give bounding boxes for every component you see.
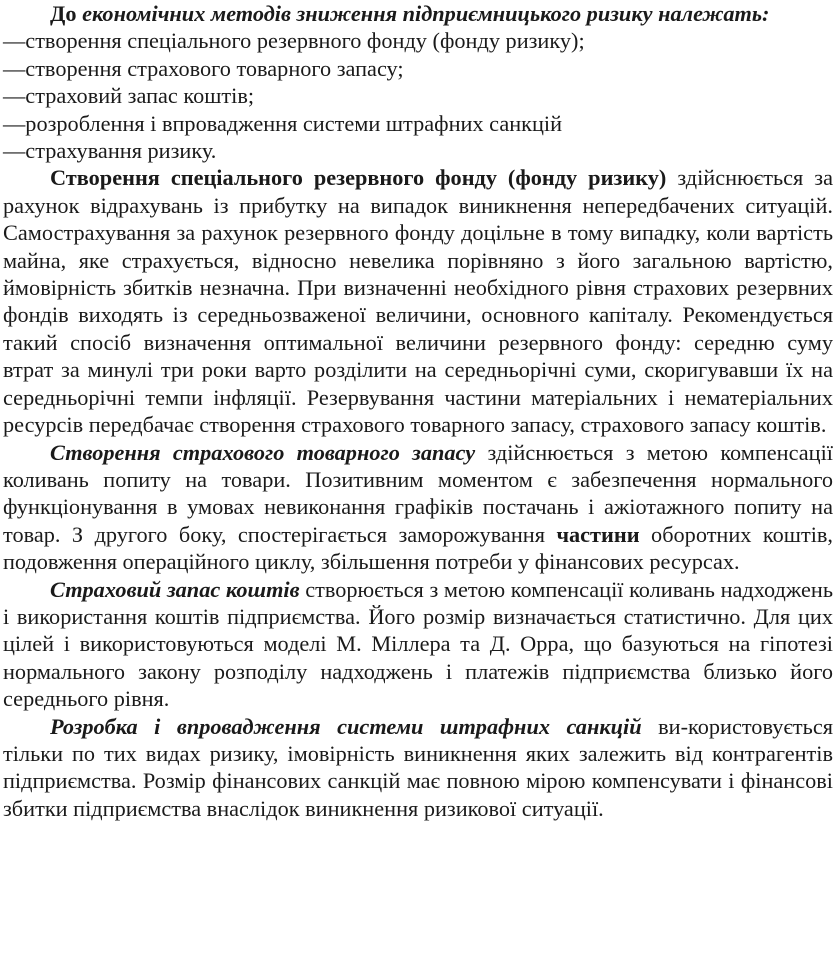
intro-paragraph [3, 0, 833, 27]
section-cash-reserve-text: створюється з метою компенсації коливань надходжень і використання коштів підприємства. Його розмір визначається статистично. Для цих цілей і використовуються моделі М. Міллера та Д. Орра, що базуються на гіпотезі нормального закону розподілу надходжень і платежів підприємства близько його середнього рівня. [3, 576, 833, 712]
document-page [3, 0, 833, 822]
section-commodity-stock [3, 439, 833, 576]
section-reserve-fund-text: здійснюється за рахунок відрахувань із прибутку на випадок виникнення непередбачених ситуацій. Самострахування за рахунок резервного фонду доцільне в тому випадку, коли вартість майна, яке страхується, відносно невелика порівняно з його загальною вартістю, ймовірність збитків незначна. При визначенні необхідного рівня страхових резервних фондів виходять із середньозваженої величини, основного капіталу. Рекомендується такий спосіб визначення оптимальної величини резервного фонду: середню суму втрат за минулі три роки варто розділити на середньорічні суми, скоригувавши їх на середньорічні темпи інфляції. Резервування частини матеріальних і нематеріальних ресурсів передбачає створення страхового товарного запасу, страхового запасу коштів. [3, 165, 833, 438]
section-reserve-fund-term: Створення спеціального резервного фонду (фонду ризику) [50, 165, 667, 191]
method-item: —розроблення і впровадження системи штрафних санкцій [3, 110, 563, 136]
section-penalty-system-term: Розробка і впровадження системи штрафних санкцій [50, 713, 642, 739]
section-penalty-system-text: ви-користовується тільки по тих видах ризику, імовірність виникнення яких залежить від контрагентів підприємства. Розмір фінансових санкцій має повною мірою компенсувати і фінансові збитки підприємства внаслідок виникнення ризикової ситуації. [3, 713, 833, 821]
intro-heading: економічних методів зниження підприємницького ризику належать: [82, 1, 770, 26]
section-reserve-fund [3, 164, 833, 438]
method-item: —страховий запас коштів; [3, 83, 255, 109]
section-commodity-stock-text-a: здійснюється з метою компенсації коливань попиту на товари. Позитивним моментом є забезпечення нормального функціонування в умовах невиконання графіків постачань і ажіотажного попиту на товар. З другого боку, спостерігається заморожування [3, 439, 833, 547]
section-cash-reserve [3, 576, 833, 713]
intro-lead: До [50, 1, 77, 26]
method-item: —створення страхового товарного запасу; [3, 55, 404, 81]
method-item: —страхування ризику. [3, 138, 217, 164]
section-commodity-stock-term: Створення страхового товарного запасу [50, 439, 476, 465]
method-item: —створення спеціального резервного фонду (фонду ризику); [3, 28, 585, 54]
section-cash-reserve-term: Страховий запас коштів [50, 576, 300, 602]
section-commodity-stock-bold-word: частини [556, 521, 640, 547]
section-commodity-stock-text-b: оборотних коштів, подовження операційного циклу, збільшення потреби у фінансових ресурсах. [3, 521, 833, 575]
section-penalty-system [3, 713, 833, 823]
